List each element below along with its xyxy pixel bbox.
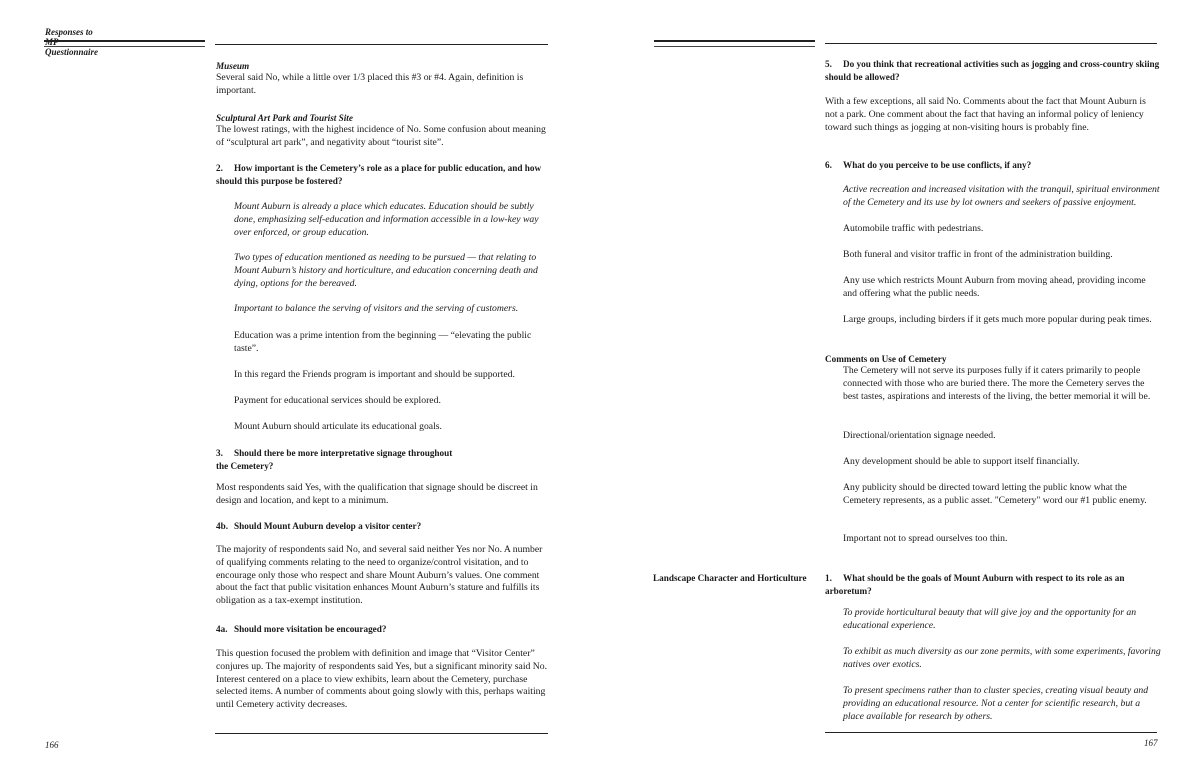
q2-italic-response: Important to balance the serving of visitors and the serving of customers. <box>234 303 519 314</box>
museum-heading: Museum <box>216 61 250 71</box>
sculptural-text: The lowest ratings, with the highest incidence of No. Some confusion about meaning of “sculptural art park”, and negativity about “tourist site”. <box>216 124 546 148</box>
comments-heading: Comments on Use of Cemetery <box>825 354 947 364</box>
q2-response: Payment for educational services should be explored. <box>234 395 441 406</box>
sculptural-heading: Sculptural Art Park and Tourist Site <box>216 113 353 123</box>
comment-item: The Cemetery will not serve its purposes fully if it caters primarily to people connected with those who are buried there. The more the Cemetery serves the best tastes, aspirations and interests of the living, the better memorial it will be. <box>843 365 1151 402</box>
comment-item: Any development should be able to support itself financially. <box>843 456 1080 467</box>
q6-response: Any use which restricts Mount Auburn from moving ahead, providing income and offering what the public needs. <box>843 275 1146 299</box>
q2-italic-response: Mount Auburn is already a place which educates. Education should be subtly done, emphasizing self-education and information accessible in a low-key way over enforced, or group education. <box>234 201 539 238</box>
section-question-1: 1. What should be the goals of Mount Auburn with respect to its role as an arboretum? <box>825 573 1125 596</box>
page-number: 166 <box>45 740 59 750</box>
footer-rule <box>215 733 548 734</box>
header-double-rule <box>654 40 815 47</box>
running-head: Responses to MP Questionnaire <box>45 27 99 57</box>
q6-response: Large groups, including birders if it gets much more popular during peak times. <box>843 314 1152 325</box>
question-4a: 4a. Should more visitation be encouraged? <box>216 624 387 634</box>
header-double-rule <box>44 40 205 47</box>
page-number: 167 <box>1144 738 1158 748</box>
question-6: 6. What do you perceive to be use conflicts, if any? <box>825 160 1032 170</box>
arboretum-response: To provide horticultural beauty that will give joy and the opportunity for an educational experience. <box>843 607 1137 631</box>
question-2: 2. How important is the Cemetery’s role as a place for public education, and how should this purpose be fostered? <box>216 163 542 186</box>
q2-response: In this regard the Friends program is important and should be supported. <box>234 369 515 380</box>
footer-rule <box>825 732 1157 733</box>
q6-response: Automobile traffic with pedestrians. <box>843 223 984 234</box>
q4a-answer: This question focused the problem with definition and image that “Visitor Center” conjures up. The majority of respondents said Yes, but a significant minority said No. Interest centered on a place to view exhibits, learn about the Cemetery, purchase selected items. A number of comments about going slowly with this, perhaps waiting until Cemetery activity decreases. <box>216 648 548 711</box>
question-3: 3. Should there be more interpretative signage throughout the Cemetery? <box>216 448 453 471</box>
arboretum-response: To exhibit as much diversity as our zone permits, with some experiments, favoring natives over exotics. <box>843 646 1161 670</box>
comment-item: Important not to spread ourselves too thin. <box>843 533 1008 544</box>
q4b-answer: The majority of respondents said No, and several said neither Yes nor No. A number of qualifying comments relating to the need to organize/control visitation, and to encourage only those who respect and share Mount Auburn’s values. One comment about the fact that public visitation enhances Mount Auburn’s stature and fulfills its obligation as a tax-exempt institution. <box>216 544 543 607</box>
comment-item: Directional/orientation signage needed. <box>843 430 996 441</box>
comment-item: Any publicity should be directed toward letting the public know what the Cemetery represents, as a public asset. "Cemetery" word our #1 public enemy. <box>843 482 1147 506</box>
question-4b: 4b. Should Mount Auburn develop a visitor center? <box>216 521 422 531</box>
q3-answer: Most respondents said Yes, with the qualification that signage should be discreet in design and location, and kept to a minimum. <box>216 482 538 506</box>
q2-response: Education was a prime intention from the beginning — “elevating the public taste”. <box>234 330 532 354</box>
header-rule <box>215 44 548 45</box>
section-side-heading: Landscape Character and Horticulture <box>653 573 807 583</box>
q2-response: Mount Auburn should articulate its educational goals. <box>234 421 442 432</box>
q6-italic-response: Active recreation and increased visitation with the tranquil, spiritual environment of the Cemetery and its use by lot owners and seekers of passive enjoyment. <box>843 184 1160 208</box>
header-rule <box>825 43 1157 44</box>
q5-answer: With a few exceptions, all said No. Comments about the fact that Mount Auburn is not a park. One comment about the fact that having an informal policy of leniency toward such things as jogging at non-visiting hours is probably fine. <box>825 96 1146 133</box>
arboretum-response: To present specimens rather than to cluster species, creating visual beauty and providing an educational resource. Not a center for scientific research, but a place available for research by others. <box>843 685 1149 722</box>
question-5: 5. Do you think that recreational activities such as jogging and cross-country skiing should be allowed? <box>825 59 1160 82</box>
q6-response: Both funeral and visitor traffic in front of the administration building. <box>843 249 1113 260</box>
museum-text: Several said No, while a little over 1/3 placed this #3 or #4. Again, definition is important. <box>216 72 524 96</box>
q2-italic-response: Two types of education mentioned as needing to be pursued — that relating to Mount Auburn’s history and horticulture, and education concerning death and dying, options for the bereaved. <box>234 252 538 289</box>
